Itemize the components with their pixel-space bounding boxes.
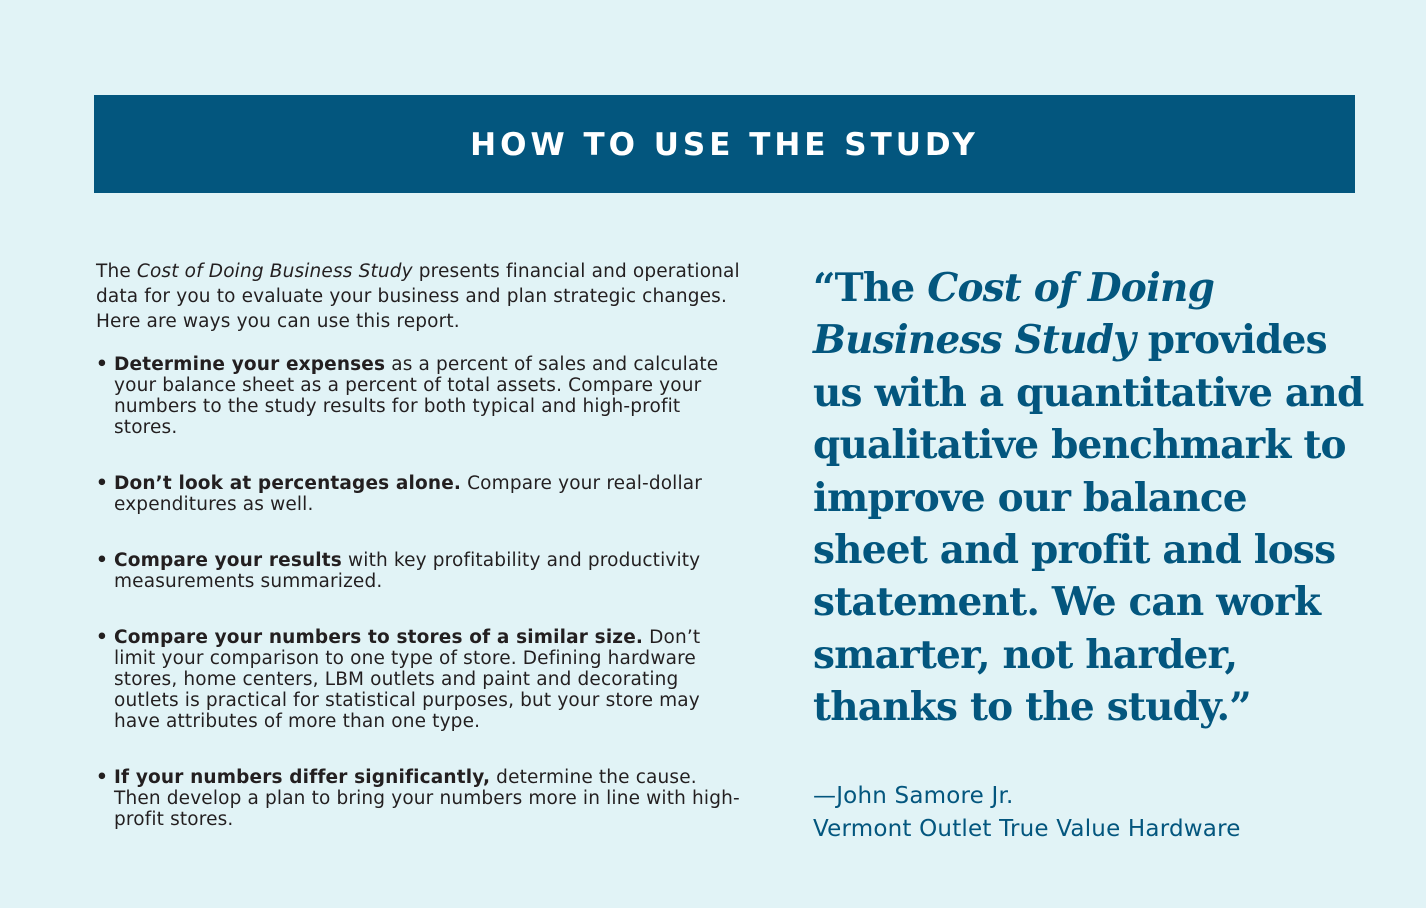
list-item [96, 550, 746, 592]
list-item [96, 767, 746, 830]
list-item-text: Compare your real-dollar expenditures as well. [114, 473, 703, 515]
attribution-company: Vermont Outlet True Value Hardware [813, 815, 1241, 842]
bullet-icon: • [96, 767, 108, 788]
list-item-bold: Determine your expenses [114, 354, 386, 375]
list-item-bold: Compare your numbers to stores of a similar size. [114, 627, 644, 648]
list-item-bold: Compare your results [114, 550, 342, 571]
attribution-name: —John Samore Jr. [813, 782, 1014, 809]
bullet-icon: • [96, 627, 108, 648]
bullet-icon: • [96, 550, 108, 571]
list-item-bold: If your numbers differ significantly, [114, 767, 491, 788]
list-item-text: determine the cause. Then develop a plan to bring your numbers more in line with high-profit stores. [114, 767, 740, 830]
list-item-text: as a percent of sales and calculate your balance sheet as a percent of total assets. Compare your numbers to the study results for both typical and high-profit stores. [114, 354, 719, 438]
quote-body: provides us with a quantitative and qualitative benchmark to improve our balance sheet and profit and loss statement. We can work smarter, not harder, thanks to the study.” [813, 317, 1364, 731]
list-item-bold: Don’t look at percentages alone. [114, 473, 462, 494]
page-title: HOW TO USE THE STUDY [470, 127, 979, 163]
list-item [96, 627, 746, 732]
quote-study-name: Cost of Doing Business Study [813, 265, 1215, 364]
testimonial-column [813, 262, 1373, 846]
testimonial-attribution [813, 780, 1373, 846]
bullet-icon: • [96, 354, 108, 375]
header-banner [94, 95, 1355, 193]
intro-study-name: Cost of Doing Business Study [136, 261, 413, 282]
intro-suffix: presents financial and operational data for you to evaluate your business and plan strategic changes. Here are ways you can use this report. [96, 261, 740, 332]
tips-list [96, 354, 746, 830]
intro-prefix: The [96, 261, 137, 282]
testimonial-quote [813, 262, 1373, 734]
intro-paragraph [96, 259, 746, 334]
quote-open: “The [813, 265, 928, 311]
instructions-column [96, 259, 746, 830]
list-item [96, 354, 746, 438]
bullet-icon: • [96, 473, 108, 494]
list-item [96, 473, 746, 515]
list-item-text: with key profitability and productivity measurements summarized. [114, 550, 701, 592]
list-item-text: Don’t limit your comparison to one type of store. Defining hardware stores, home centers, LBM outlets and paint and decorating outlets is practical for statistical purposes, but your store may have attributes of more than one type. [114, 627, 701, 732]
